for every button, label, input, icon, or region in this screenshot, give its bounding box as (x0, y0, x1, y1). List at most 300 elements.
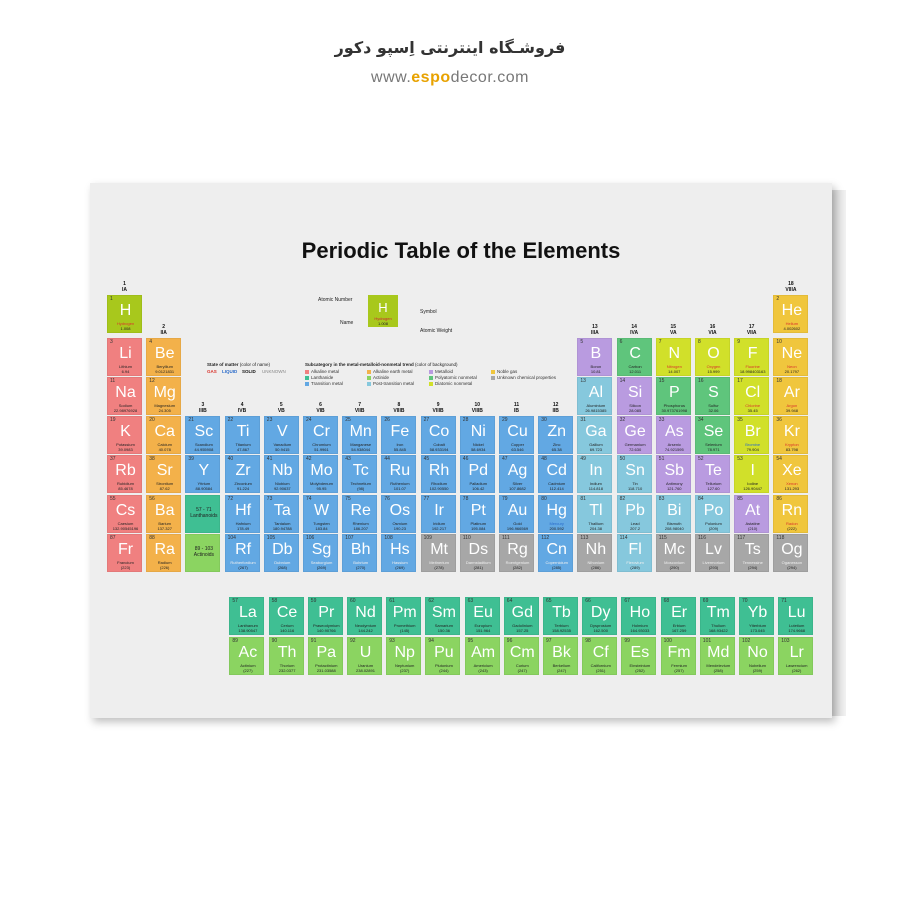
element-cell-bh[interactable] (342, 534, 377, 572)
element-cell-cf[interactable] (582, 637, 617, 675)
element-cell-kr[interactable] (773, 416, 808, 454)
element-cell-cm[interactable] (504, 637, 539, 675)
element-symbol: V (276, 423, 288, 440)
element-cell-te[interactable] (695, 455, 730, 493)
element-cell-ra[interactable] (146, 534, 181, 572)
element-cell-fm[interactable] (661, 637, 696, 675)
element-cell-u[interactable] (347, 637, 382, 675)
atomic-weight: 126.90447 (743, 486, 763, 491)
atomic-weight: (269) (395, 565, 405, 570)
atomic-weight: 14.007 (668, 369, 681, 374)
atomic-number: 33 (658, 417, 665, 423)
element-cell-hs[interactable] (381, 534, 416, 572)
atomic-weight: 132.90545196 (112, 526, 139, 531)
element-cell-nd[interactable] (347, 597, 382, 635)
group-number: 4 (240, 402, 244, 408)
poster-canvas (90, 183, 832, 718)
atomic-weight: (226) (160, 565, 170, 570)
atomic-number: 71 (781, 598, 787, 604)
legend-swatch (491, 376, 495, 380)
element-name: Promethium (393, 623, 416, 628)
element-cell-h[interactable] (107, 295, 142, 333)
element-cell-fe[interactable] (381, 416, 416, 454)
element-symbol: Mt (430, 541, 448, 558)
legend-swatch (305, 376, 309, 380)
atomic-weight: 137.327 (157, 526, 172, 531)
element-name: Cadmium (548, 481, 566, 486)
key-symbol: H (378, 300, 388, 315)
element-name: Plutonium (434, 663, 453, 668)
element-cell-ce[interactable] (269, 597, 304, 635)
atomic-number: 97 (546, 638, 552, 644)
element-cell-k[interactable] (107, 416, 142, 454)
element-name: Hafnium (235, 521, 251, 526)
atomic-number: 39 (188, 456, 194, 462)
element-cell-br[interactable] (734, 416, 769, 454)
element-cell-eu[interactable] (465, 597, 500, 635)
atomic-weight: 192.217 (431, 526, 447, 531)
element-cell-lu[interactable] (778, 597, 813, 635)
group-number: 6 (319, 402, 322, 408)
category-legend-title: Subcategory in the metal-metalloid-nonmetal trend (color of background) (305, 362, 458, 367)
atomic-number: 109 (423, 535, 432, 541)
group-roman: VIA (708, 330, 717, 336)
atomic-number: 104 (227, 535, 236, 541)
element-cell-fr[interactable] (107, 534, 142, 572)
element-cell-co[interactable] (421, 416, 456, 454)
element-symbol: Co (428, 423, 450, 440)
atomic-number: 88 (149, 535, 155, 541)
element-cell-og[interactable] (773, 534, 808, 572)
element-cell-s[interactable] (695, 377, 730, 415)
element-cell-hf[interactable] (225, 495, 260, 533)
element-name: Praseodymium (312, 623, 340, 628)
atomic-number: 72 (227, 496, 234, 502)
element-name: Tennessine (742, 560, 763, 565)
element-cell-b[interactable] (577, 338, 612, 376)
element-cell-ar[interactable] (773, 377, 808, 415)
state-gas: GAS (207, 369, 217, 374)
element-name: Strontium (156, 481, 174, 486)
element-name: Arsenic (667, 442, 681, 447)
group-number: 16 (709, 324, 716, 330)
atomic-weight: 39.0983 (118, 447, 133, 452)
atomic-weight: 65.38 (551, 447, 562, 452)
atomic-weight: 180.94788 (272, 526, 292, 531)
atomic-weight: 195.084 (471, 526, 486, 531)
element-symbol: Ba (154, 502, 175, 519)
group-roman: VIB (316, 408, 325, 414)
element-cell-ne[interactable] (773, 338, 808, 376)
atomic-weight: 168.93422 (708, 628, 728, 633)
state-legend-title: State of matter (color of name) (207, 362, 271, 367)
element-cell-v[interactable] (264, 416, 299, 454)
element-cell-ta[interactable] (264, 495, 299, 533)
element-cell-sg[interactable] (303, 534, 338, 572)
element-name: Tungsten (313, 521, 330, 526)
element-cell-pr[interactable] (308, 597, 343, 635)
placeholder-range: 57 - 71 (196, 507, 212, 513)
element-symbol: Ga (585, 423, 607, 440)
element-symbol: Sg (311, 541, 332, 558)
element-name: Flerovium (626, 560, 644, 565)
element-cell-rh[interactable] (421, 455, 456, 493)
element-symbol: Ra (154, 541, 175, 558)
element-cell-cu[interactable] (499, 416, 534, 454)
element-name: Lawrencium (785, 663, 808, 668)
element-cell-tm[interactable] (700, 597, 735, 635)
element-cell-np[interactable] (386, 637, 421, 675)
element-cell-mc[interactable] (656, 534, 691, 572)
element-cell-th[interactable] (269, 637, 304, 675)
element-cell-am[interactable] (465, 637, 500, 675)
atomic-number: 32 (619, 417, 626, 423)
atomic-number: 112 (541, 535, 550, 541)
element-cell-cs[interactable] (107, 495, 142, 533)
legend-swatch (429, 370, 433, 374)
element-name: Calcium (157, 442, 172, 447)
element-symbol: Sn (625, 462, 645, 479)
atomic-weight: 144.242 (358, 628, 373, 633)
group-roman: IIIB (199, 408, 207, 414)
atomic-number: 29 (502, 417, 508, 423)
element-cell-ir[interactable] (421, 495, 456, 533)
element-name: Silicon (629, 403, 641, 408)
atomic-weight: 91.224 (236, 486, 250, 491)
element-cell-er[interactable] (661, 597, 696, 635)
element-cell-sr[interactable] (146, 455, 181, 493)
atomic-weight: 92.90637 (273, 486, 291, 491)
element-symbol: C (629, 345, 641, 362)
group-number: 12 (552, 402, 559, 408)
element-cell-pd[interactable] (460, 455, 495, 493)
element-cell-zr[interactable] (225, 455, 260, 493)
atomic-number: 114 (619, 535, 628, 541)
element-symbol: Y (198, 462, 210, 479)
element-symbol: Lv (705, 541, 722, 558)
group-label-15 (656, 324, 691, 336)
element-symbol: F (747, 345, 758, 362)
legend-item-lanthanide (305, 375, 333, 380)
element-symbol: Te (705, 462, 722, 479)
atomic-weight: (285) (552, 565, 562, 570)
element-cell-he[interactable] (773, 295, 808, 333)
atomic-number: 40 (227, 456, 234, 462)
element-cell-dy[interactable] (582, 597, 617, 635)
atomic-weight: 47.867 (236, 447, 250, 452)
element-cell-ca[interactable] (146, 416, 181, 454)
element-cell-sc[interactable] (185, 416, 220, 454)
element-cell-mn[interactable] (342, 416, 377, 454)
element-name: Rutherfordium (230, 560, 256, 565)
element-cell-al[interactable] (577, 377, 612, 415)
element-cell-be[interactable] (146, 338, 181, 376)
element-symbol: Pu (434, 644, 454, 661)
atomic-weight: 238.02891 (356, 668, 375, 673)
element-cell-i[interactable] (734, 455, 769, 493)
element-cell-ho[interactable] (621, 597, 656, 635)
element-cell-cr[interactable] (303, 416, 338, 454)
element-cell-lv[interactable] (695, 534, 730, 572)
element-cell-pu[interactable] (425, 637, 460, 675)
element-name: Neptunium (395, 663, 415, 668)
element-cell-md[interactable] (700, 637, 735, 675)
element-name: Uranium (357, 663, 374, 668)
element-symbol: U (359, 644, 372, 661)
group-label-11 (499, 402, 534, 414)
element-symbol: Pr (318, 604, 335, 621)
element-cell-as[interactable] (656, 416, 691, 454)
atomic-weight: 78.971 (707, 447, 720, 452)
element-cell-ts[interactable] (734, 534, 769, 572)
element-name: Tantalum (274, 521, 291, 526)
element-cell-cn[interactable] (538, 534, 573, 572)
group-label-1 (107, 281, 142, 293)
element-name: Boron (590, 364, 602, 369)
atomic-number: 63 (467, 598, 474, 604)
element-symbol: Kr (783, 423, 800, 440)
atomic-number: 42 (306, 456, 312, 462)
element-cell-zn[interactable] (538, 416, 573, 454)
atomic-weight: (145) (400, 628, 410, 633)
element-cell-pt[interactable] (460, 495, 495, 533)
legend-label: Metalloid (435, 369, 454, 374)
state-solid: SOLID (242, 369, 256, 374)
element-cell-ba[interactable] (146, 495, 181, 533)
element-cell-si[interactable] (617, 377, 652, 415)
group-label-13 (577, 324, 612, 336)
element-symbol: W (313, 502, 330, 519)
element-cell-sb[interactable] (656, 455, 691, 493)
element-cell-bi[interactable] (656, 495, 691, 533)
element-cell-no[interactable] (739, 637, 774, 675)
element-cell-rb[interactable] (107, 455, 142, 493)
element-cell-y[interactable] (185, 455, 220, 493)
element-cell-tc[interactable] (342, 455, 377, 493)
element-cell-cd[interactable] (538, 455, 573, 493)
element-symbol: Mn (349, 423, 372, 440)
element-cell-ni[interactable] (460, 416, 495, 454)
atomic-weight: 174.9668 (788, 628, 806, 633)
element-cell-ag[interactable] (499, 455, 534, 493)
element-cell-ti[interactable] (225, 416, 260, 454)
element-cell-rf[interactable] (225, 534, 260, 572)
atomic-number: 6 (619, 339, 623, 345)
atomic-weight: 231.03588 (316, 668, 336, 673)
atomic-number: 82 (619, 496, 626, 502)
group-roman: IIB (552, 408, 559, 414)
element-cell-bk[interactable] (543, 637, 578, 675)
element-cell-au[interactable] (499, 495, 534, 533)
legend-item-actinide (367, 375, 389, 380)
element-cell-re[interactable] (342, 495, 377, 533)
placeholder-name: Actinoids (193, 552, 215, 558)
element-cell-in[interactable] (577, 455, 612, 493)
legend-swatch (491, 370, 495, 374)
legend-item-alkali (305, 369, 339, 374)
group-number: 5 (279, 402, 283, 408)
element-symbol: Gd (511, 604, 533, 621)
element-cell-ga[interactable] (577, 416, 612, 454)
element-name: Mendelevium (706, 663, 731, 668)
atomic-number: 100 (663, 638, 672, 644)
atomic-number: 78 (462, 496, 469, 502)
element-name: Helium (785, 321, 799, 326)
atomic-number: 51 (658, 456, 665, 462)
element-symbol: Ru (389, 462, 411, 479)
element-name: Holmium (632, 623, 648, 628)
group-roman: VIIIB (432, 408, 444, 414)
atomic-weight: (259) (752, 668, 763, 673)
group-label-7 (342, 402, 377, 414)
element-symbol: Eu (473, 604, 493, 621)
element-cell-na[interactable] (107, 377, 142, 415)
element-cell-tl[interactable] (577, 495, 612, 533)
atomic-weight: 18.998403163 (739, 369, 766, 374)
element-cell-mg[interactable] (146, 377, 181, 415)
key-weight-label: Atomic Weight (420, 328, 453, 334)
element-cell-mt[interactable] (421, 534, 456, 572)
atomic-weight: 162.500 (593, 628, 608, 633)
element-cell-at[interactable] (734, 495, 769, 533)
element-name: Selenium (705, 442, 722, 447)
element-name: Lead (630, 521, 640, 526)
element-cell-pm[interactable] (386, 597, 421, 635)
key-name: Hydrogen (374, 316, 392, 321)
element-cell-rn[interactable] (773, 495, 808, 533)
element-name: Platinum (470, 521, 487, 526)
element-cell-se[interactable] (695, 416, 730, 454)
element-symbol: Ge (624, 423, 646, 440)
store-url[interactable] (0, 69, 900, 87)
element-cell-la[interactable] (229, 597, 264, 635)
atomic-number: 26 (384, 417, 390, 423)
group-label-16 (695, 324, 730, 336)
group-label-10 (460, 402, 495, 414)
atomic-weight: 20.1797 (784, 369, 800, 374)
element-cell-w[interactable] (303, 495, 338, 533)
element-name: Francium (117, 560, 134, 565)
element-cell-mo[interactable] (303, 455, 338, 493)
element-cell-pb[interactable] (617, 495, 652, 533)
atomic-weight: (278) (434, 565, 444, 570)
atomic-weight: (286) (591, 565, 601, 570)
atomic-number: 57 (232, 598, 238, 604)
atomic-number: 15 (658, 378, 665, 384)
element-symbol: Cu (507, 423, 528, 440)
element-cell-tb[interactable] (543, 597, 578, 635)
element-cell-cl[interactable] (734, 377, 769, 415)
element-symbol: Ag (507, 462, 528, 479)
element-cell-po[interactable] (695, 495, 730, 533)
element-cell-ds[interactable] (460, 534, 495, 572)
atomic-weight: (269) (316, 565, 327, 570)
element-cell-db[interactable] (264, 534, 299, 572)
element-name: Erbium (672, 623, 686, 628)
atomic-weight: 15.999 (707, 369, 720, 374)
atomic-weight: 35.45 (747, 408, 758, 413)
group-label-3 (185, 402, 220, 414)
element-name: Palladium (469, 481, 488, 486)
atomic-number: 103 (781, 638, 790, 644)
element-name: Californium (590, 663, 611, 668)
element-name: Manganese (350, 442, 372, 447)
element-cell-o[interactable] (695, 338, 730, 376)
atomic-weight: 140.116 (280, 628, 295, 633)
legend-label: Polyatomic nonmetal (435, 375, 477, 380)
element-cell-ge[interactable] (617, 416, 652, 454)
element-symbol: Hg (546, 502, 567, 519)
element-name: Vanadium (273, 442, 292, 447)
element-cell-os[interactable] (381, 495, 416, 533)
atomic-weight: 200.592 (549, 526, 564, 531)
element-cell-pa[interactable] (308, 637, 343, 675)
element-cell-nh[interactable] (577, 534, 612, 572)
group-label-17 (734, 324, 769, 336)
element-cell-sn[interactable] (617, 455, 652, 493)
atomic-number: 113 (580, 535, 589, 541)
element-cell-es[interactable] (621, 637, 656, 675)
element-cell-fl[interactable] (617, 534, 652, 572)
element-cell-lr[interactable] (778, 637, 813, 675)
atomic-weight: 131.293 (784, 486, 800, 491)
element-name: Phosphorus (663, 403, 685, 408)
atomic-number: 91 (310, 638, 317, 644)
atomic-number: 18 (776, 378, 782, 384)
element-symbol: Zr (235, 462, 251, 479)
atomic-weight: (237) (400, 668, 410, 673)
atomic-weight: 151.964 (475, 628, 491, 633)
atomic-number: 61 (389, 598, 395, 604)
legend-label: Transition metal (311, 381, 343, 386)
element-name: Curium (515, 663, 529, 668)
group-number: 7 (358, 402, 362, 408)
element-symbol: Sb (664, 462, 685, 479)
element-cell-nb[interactable] (264, 455, 299, 493)
element-cell-li[interactable] (107, 338, 142, 376)
element-name: Zinc (552, 442, 561, 447)
element-symbol: Mg (153, 384, 176, 401)
legend-item-post (367, 381, 414, 386)
element-cell-rg[interactable] (499, 534, 534, 572)
element-cell-c[interactable] (617, 338, 652, 376)
element-symbol: Er (671, 604, 688, 621)
element-symbol: Tm (706, 604, 730, 621)
element-cell-f[interactable] (734, 338, 769, 376)
element-symbol: Ac (238, 644, 258, 661)
element-cell-p[interactable] (656, 377, 691, 415)
element-cell-sm[interactable] (425, 597, 460, 635)
element-symbol: Th (277, 644, 297, 661)
element-cell-hg[interactable] (538, 495, 573, 533)
element-symbol: Fm (667, 644, 691, 661)
atomic-weight: 114.818 (588, 486, 603, 491)
atomic-number: 87 (110, 535, 116, 541)
placeholder-label (186, 507, 220, 519)
element-cell-ac[interactable] (229, 637, 264, 675)
element-cell-gd[interactable] (504, 597, 539, 635)
element-cell-yb[interactable] (739, 597, 774, 635)
atomic-number: 101 (702, 638, 712, 644)
group-roman: VIIA (746, 330, 757, 336)
atomic-number: 85 (737, 496, 743, 502)
element-symbol: Sc (194, 423, 214, 440)
element-cell-n[interactable] (656, 338, 691, 376)
atomic-weight: 207.2 (630, 526, 641, 531)
atomic-weight: (281) (473, 565, 483, 570)
element-cell-xe[interactable] (773, 455, 808, 493)
element-cell-ru[interactable] (381, 455, 416, 493)
